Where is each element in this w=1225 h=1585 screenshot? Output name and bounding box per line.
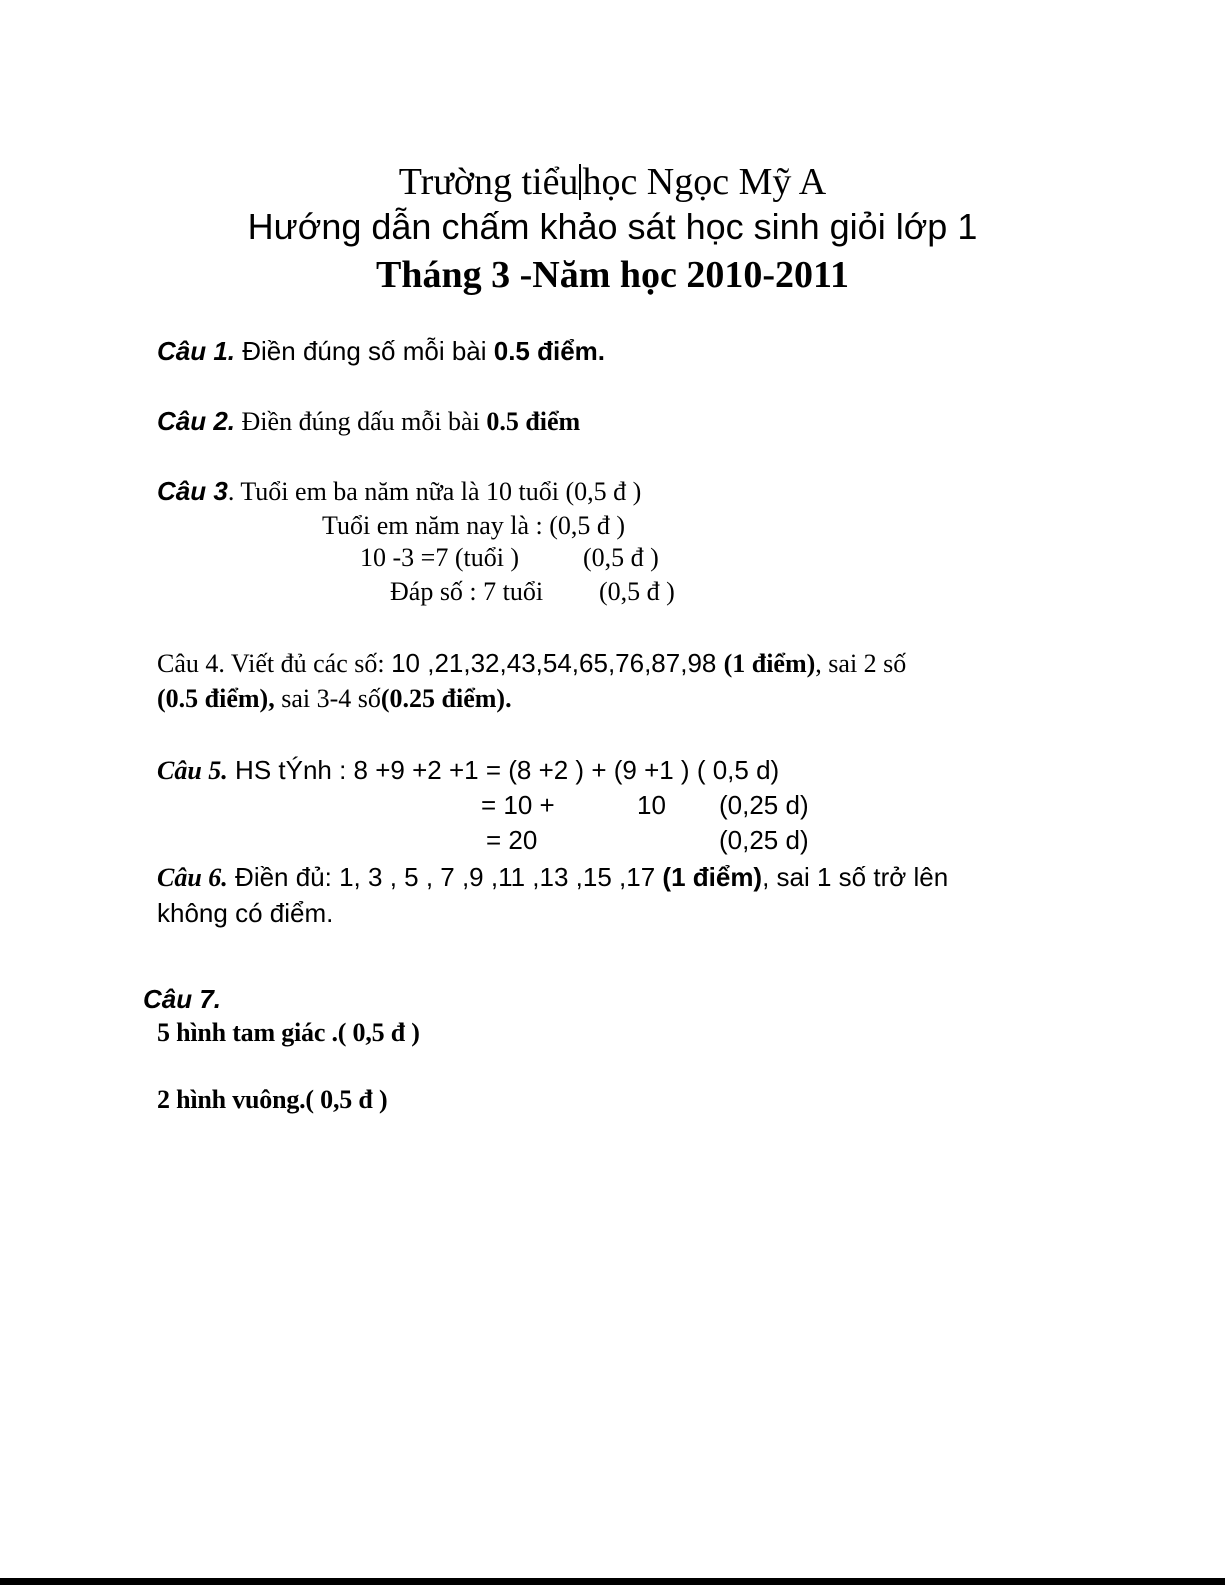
question-3-line-1 bbox=[157, 476, 641, 507]
question-4-points: (1 điểm) bbox=[723, 649, 816, 678]
question-6-numbers: Điền đủ: 1, 3 , 5 , 7 ,9 ,11 ,13 ,15 ,17 bbox=[227, 862, 663, 892]
question-7-item-2: 2 hình vuông.( 0,5 đ ) bbox=[157, 1085, 388, 1114]
question-1 bbox=[157, 336, 605, 367]
school-name-part-2: học Ngọc Mỹ A bbox=[582, 161, 827, 203]
question-5-line-3-left: = 20 bbox=[486, 825, 538, 855]
question-3-line-2: Tuổi em năm nay là : (0,5 đ ) bbox=[322, 511, 626, 540]
question-6-line-1 bbox=[157, 862, 948, 893]
question-5-line-1 bbox=[157, 755, 779, 786]
question-2 bbox=[157, 406, 580, 437]
question-1-text: Điền đúng số mỗi bài bbox=[235, 336, 494, 366]
question-2-label: Câu 2. bbox=[157, 406, 236, 436]
question-6-label: Câu 6. bbox=[157, 863, 228, 892]
question-5-line-2-mid: 10 bbox=[637, 790, 666, 820]
question-4-numbers: 10 ,21,32,43,54,65,76,87,98 bbox=[391, 648, 724, 678]
question-4-line-1 bbox=[157, 648, 906, 679]
question-3-line-3-points: (0,5 đ ) bbox=[583, 543, 659, 572]
school-name bbox=[0, 160, 1225, 204]
question-3-text: . Tuổi em ba năm nữa là 10 tuổi (0,5 đ ) bbox=[227, 477, 642, 506]
school-name-part-1: Trường tiểu bbox=[398, 161, 579, 203]
question-4-label: Câu 4. Viết đủ các số: bbox=[157, 649, 392, 678]
question-4-penalty: , sai 2 số bbox=[815, 649, 907, 678]
question-6-points: (1 điểm) bbox=[662, 862, 763, 892]
question-1-points: 0.5 điểm. bbox=[493, 336, 606, 366]
question-4-penalty-2: sai 3-4 số bbox=[274, 684, 381, 713]
question-2-text: Điền đúng dấu mỗi bài bbox=[235, 407, 487, 436]
question-4-line-2 bbox=[157, 684, 512, 714]
question-3-answer: Đáp số : 7 tuổi bbox=[390, 577, 544, 606]
question-7-label: Câu 7. bbox=[143, 984, 222, 1014]
question-5-line-3-points: (0,25 d) bbox=[719, 825, 809, 855]
question-2-points: 0.5 điểm bbox=[486, 407, 581, 436]
question-7-item-1: 5 hình tam giác .( 0,5 đ ) bbox=[157, 1018, 420, 1047]
question-3-answer-points: (0,5 đ ) bbox=[599, 577, 675, 606]
question-5-line-2-left: = 10 + bbox=[481, 790, 555, 820]
question-5-label: Câu 5. bbox=[157, 756, 228, 785]
question-1-label: Câu 1. bbox=[157, 336, 236, 366]
page-bottom-border bbox=[0, 1578, 1225, 1585]
question-6-penalty: , sai 1 số trở lên bbox=[762, 862, 949, 892]
school-year: Tháng 3 -Năm học 2010-2011 bbox=[376, 254, 849, 296]
question-5-text: HS tÝnh : 8 +9 +2 +1 = (8 +2 ) + (9 +1 ) ( 0,5 d) bbox=[227, 755, 780, 785]
question-4-penalty-points: (0.5 điểm), bbox=[157, 684, 275, 713]
question-3-line-3-calc: 10 -3 =7 (tuổi ) bbox=[360, 543, 520, 572]
question-5-line-2-points: (0,25 d) bbox=[719, 790, 809, 820]
document-title: Hướng dẫn chấm khảo sát học sinh giỏi lớp 1 bbox=[247, 206, 978, 247]
question-4-penalty-2-points: (0.25 điểm). bbox=[380, 684, 512, 713]
question-3-label: Câu 3 bbox=[157, 476, 228, 506]
question-6-line-2: không có điểm. bbox=[157, 898, 334, 928]
